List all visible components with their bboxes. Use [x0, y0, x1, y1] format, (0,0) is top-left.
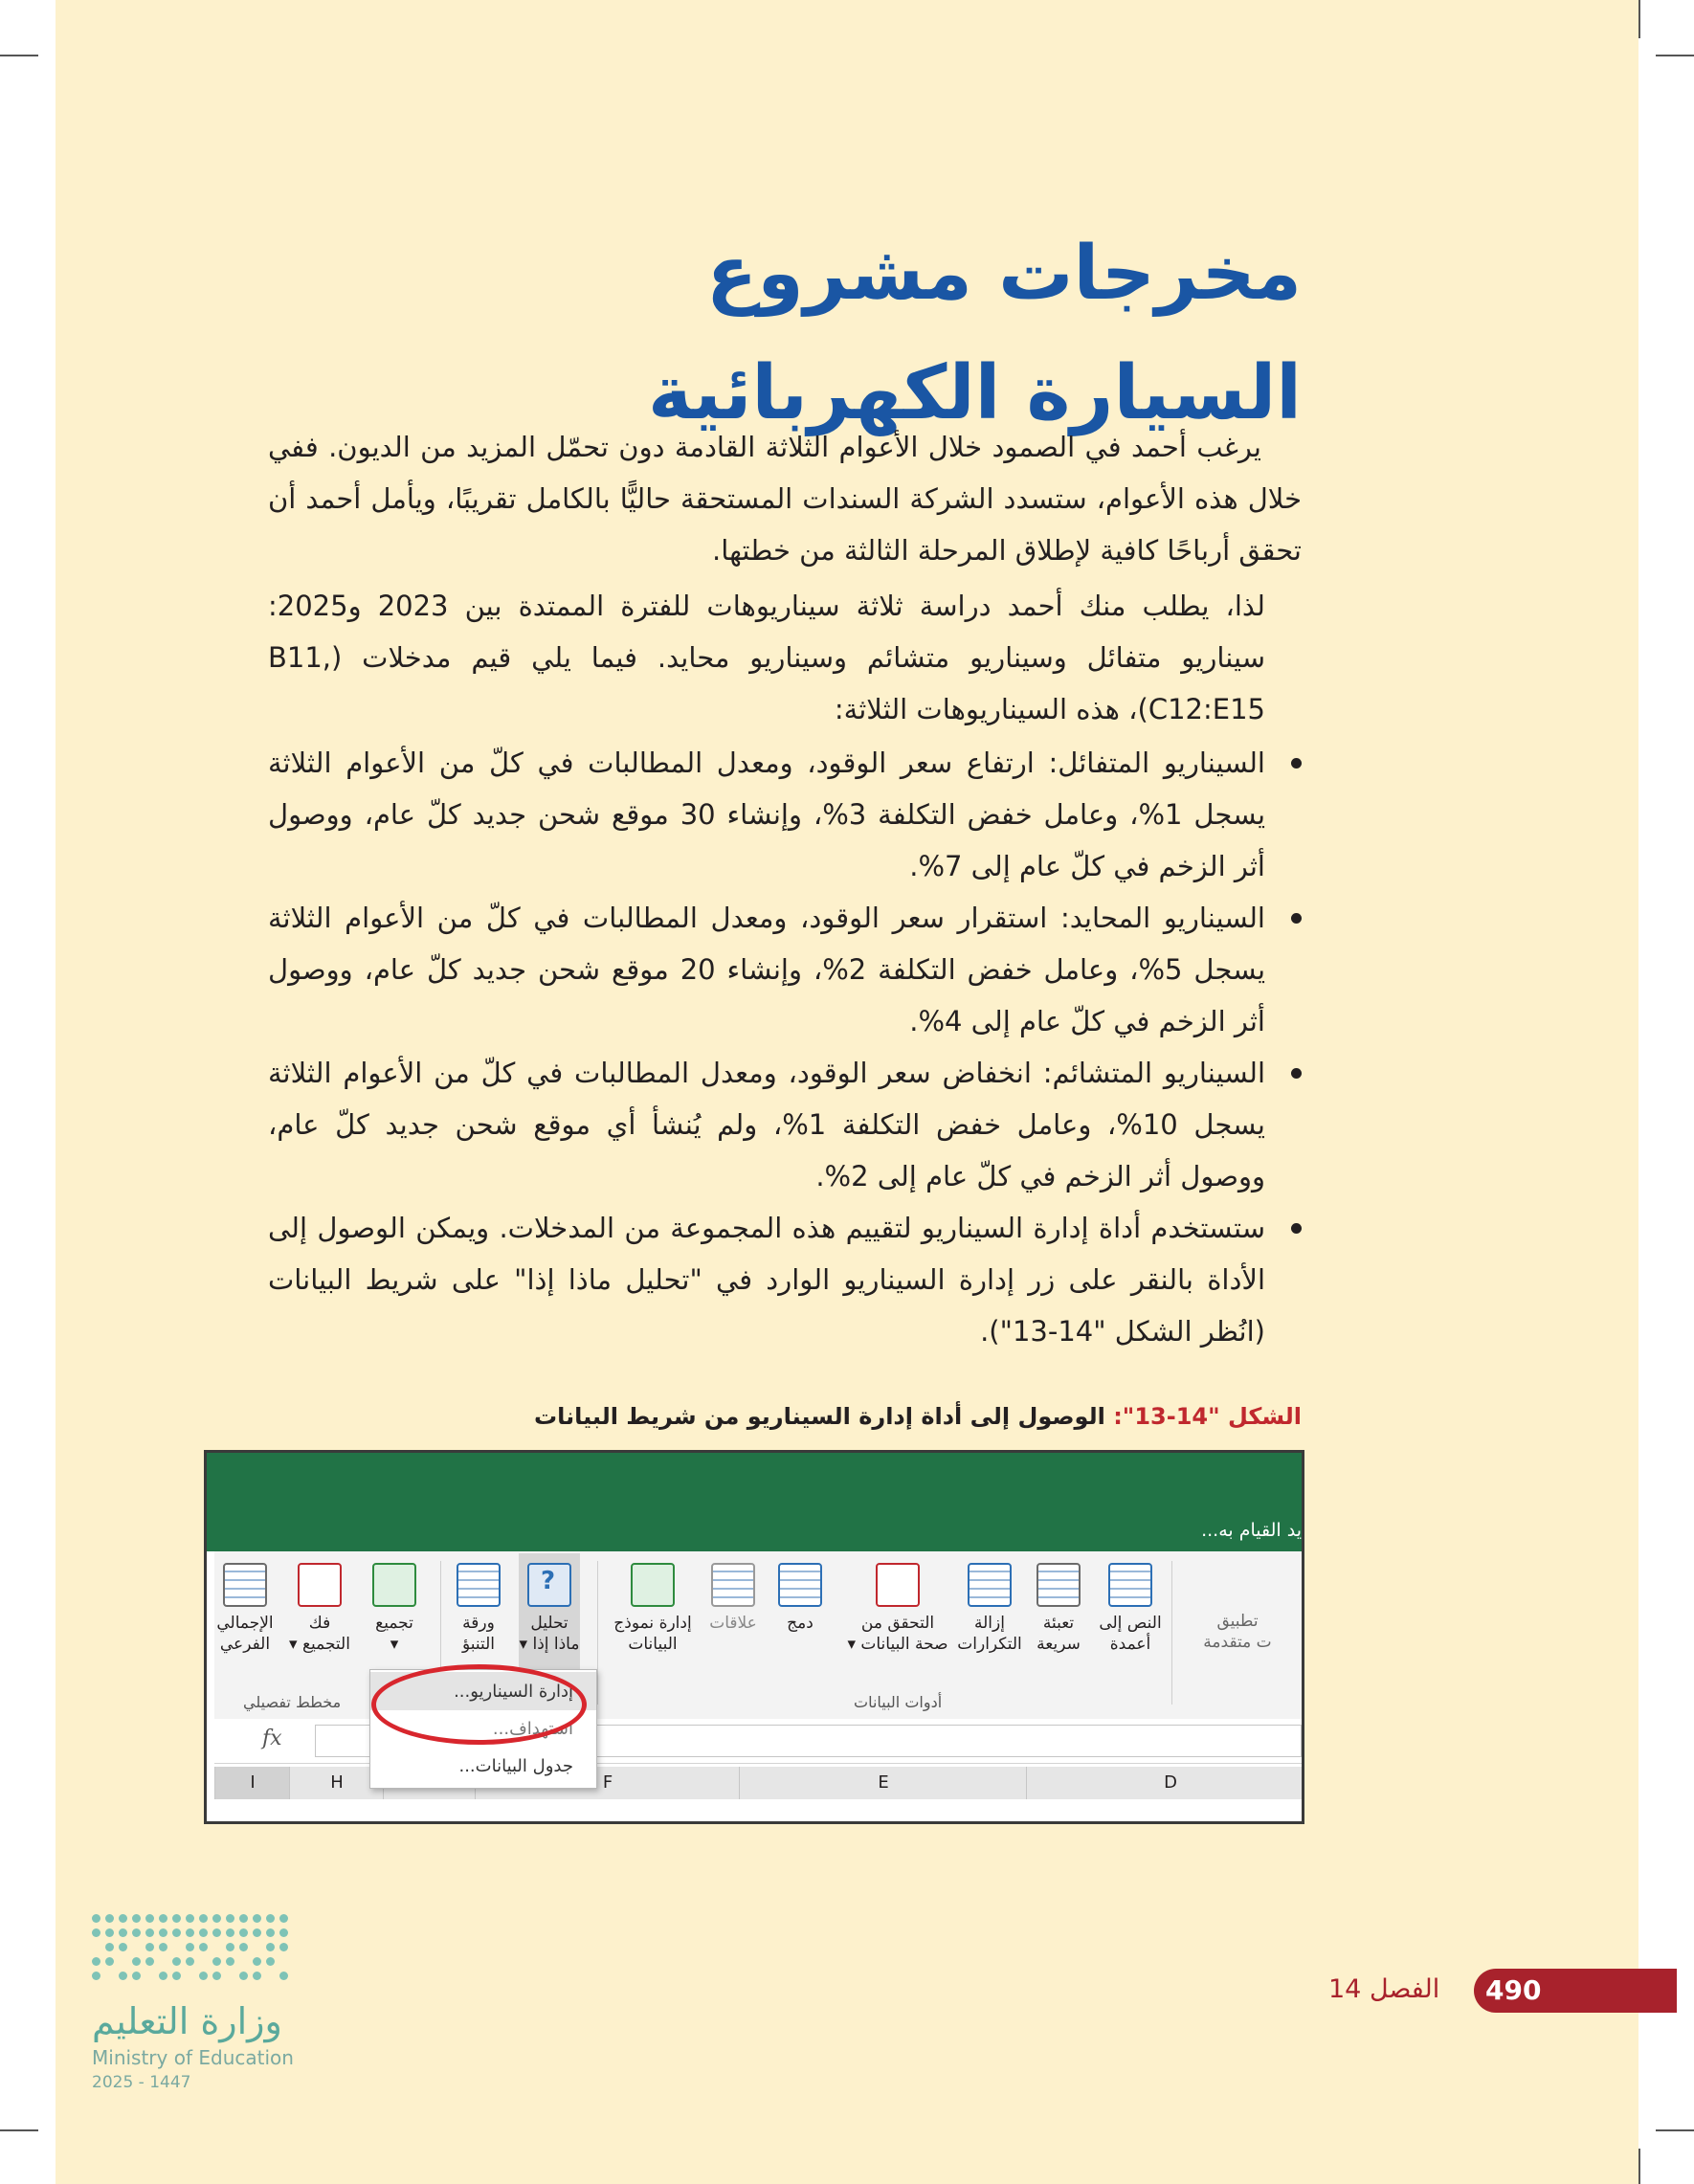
- bullet-icon: [1291, 1223, 1302, 1234]
- logo-dot: [92, 1957, 100, 1966]
- outline-group-label: مخطط تفصيلي: [243, 1693, 342, 1711]
- forecast-sheet-button[interactable]: ورقة التنبؤ: [448, 1563, 509, 1655]
- logo-dot: [253, 1928, 261, 1937]
- logo-dot: [279, 1928, 288, 1937]
- chapter-label: الفصل 14: [1328, 1974, 1440, 2004]
- crop-mark: [1638, 2149, 1640, 2184]
- text-to-columns-icon: [1108, 1563, 1152, 1607]
- scenario-list: [268, 737, 1302, 1357]
- flash-fill-button[interactable]: تعبئة سريعة: [1028, 1563, 1089, 1655]
- logo-dot: [92, 1914, 100, 1923]
- logo-dot: [226, 1943, 234, 1951]
- logo-dot: [145, 1928, 154, 1937]
- logo-dot: [279, 1914, 288, 1923]
- group-icon: [372, 1563, 416, 1607]
- goal-seek-menu-item[interactable]: استهداف...: [492, 1719, 573, 1739]
- logo-dot: [105, 1928, 114, 1937]
- logo-dot: [279, 1972, 288, 1980]
- logo-dot: [172, 1914, 181, 1923]
- ministry-name-ar: وزارة التعليم: [92, 2000, 282, 2042]
- flash-fill-icon: [1036, 1563, 1081, 1607]
- figure-caption-lead: الشكل "14-13":: [1113, 1403, 1302, 1430]
- logo-dot: [199, 1914, 208, 1923]
- scenario-manager-menu-item[interactable]: إدارة السيناريو...: [454, 1682, 573, 1702]
- page-title-line1: مخرجات مشروع: [705, 231, 1302, 318]
- ribbon-separator: [597, 1561, 598, 1705]
- excel-title-bar: [207, 1453, 1302, 1551]
- logo-dot: [132, 1928, 141, 1937]
- relationships-icon: [711, 1563, 755, 1607]
- crop-mark: [1656, 2129, 1694, 2131]
- logo-dot: [119, 1928, 127, 1937]
- logo-dot: [159, 1914, 167, 1923]
- request-paragraph: لذا، يطلب منك أحمد دراسة ثلاثة سيناريوهات للفترة الممتدة بين 2023 و2025: سيناريو متفائل وسيناريو متشائم وسيناريو محايد. فيما يلي قيم مدخلات (B11, C12:E15)، هذه السيناريوهات الثلاثة:: [268, 590, 1265, 725]
- logo-dot: [145, 1957, 154, 1966]
- data-tools-group-label: أدوات البيانات: [854, 1693, 943, 1711]
- ungroup-icon: [298, 1563, 342, 1607]
- logo-dot: [199, 1972, 208, 1980]
- logo-dot: [186, 1943, 194, 1951]
- logo-dot: [226, 1914, 234, 1923]
- logo-dot: [172, 1972, 181, 1980]
- logo-dot: [266, 1914, 275, 1923]
- logo-dot: [186, 1928, 194, 1937]
- logo-dot: [266, 1943, 275, 1951]
- logo-dot: [172, 1928, 181, 1937]
- logo-dot: [159, 1972, 167, 1980]
- logo-dot: [253, 1914, 261, 1923]
- ribbon-separator: [1171, 1561, 1172, 1705]
- logo-dot: [212, 1928, 221, 1937]
- logo-dot: [199, 1943, 208, 1951]
- logo-dot: [105, 1943, 114, 1951]
- logo-dot: [145, 1914, 154, 1923]
- logo-dot: [266, 1957, 275, 1966]
- column-header[interactable]: H: [289, 1767, 384, 1799]
- logo-dot: [159, 1928, 167, 1937]
- logo-dot: [159, 1943, 167, 1951]
- ministry-name-en: Ministry of Education: [92, 2046, 294, 2069]
- logo-dot: [239, 1928, 248, 1937]
- data-model-icon: [631, 1563, 675, 1607]
- logo-dot: [266, 1928, 275, 1937]
- crop-mark: [0, 2129, 38, 2131]
- consolidate-icon: [778, 1563, 822, 1607]
- logo-dot: [199, 1928, 208, 1937]
- column-header[interactable]: F: [475, 1767, 740, 1799]
- bullet-icon: [1291, 1068, 1302, 1079]
- list-item: السيناريو المتفائل: ارتفاع سعر الوقود، ومعدل المطالبات في كلّ من الأعوام الثلاثة يسجل 1%، وعامل خفض التكلفة 3%، وإنشاء 30 موقع شحن جديد كلّ عام، ووصول أثر الزخم في كلّ عام إلى 7%.: [268, 737, 1302, 892]
- logo-dot: [186, 1957, 194, 1966]
- logo-dot: [105, 1957, 114, 1966]
- logo-dot: [279, 1943, 288, 1951]
- list-item: السيناريو المتشائم: انخفاض سعر الوقود، ومعدل المطالبات في كلّ من الأعوام الثلاثة يسجل 10%، وعامل خفض التكلفة 1%، ولم يُنشأ أي موقع شحن جديد كلّ عام، ووصول أثر الزخم في كلّ عام إلى 2%.: [268, 1047, 1302, 1202]
- logo-dot: [239, 1914, 248, 1923]
- highlight-circle: [371, 1664, 587, 1745]
- column-header[interactable]: E: [739, 1767, 1027, 1799]
- function-icon[interactable]: fx: [262, 1727, 282, 1750]
- column-header[interactable]: D: [1026, 1767, 1304, 1799]
- relationships-button[interactable]: علاقات: [702, 1563, 764, 1634]
- crop-mark: [1638, 0, 1640, 38]
- text-to-columns-button[interactable]: النص إلى أعمدة: [1097, 1563, 1164, 1655]
- figure-caption-text: الوصول إلى أداة إدارة السيناريو من شريط البيانات: [533, 1403, 1105, 1430]
- logo-dot: [119, 1914, 127, 1923]
- consolidate-button[interactable]: دمج: [769, 1563, 831, 1634]
- column-header[interactable]: I: [214, 1767, 290, 1802]
- figure-caption: [534, 1403, 1302, 1430]
- page-number: 490: [1485, 1974, 1542, 2006]
- logo-dot: [212, 1957, 221, 1966]
- academic-year: 2025 - 1447: [92, 2073, 191, 2092]
- tell-me-box[interactable]: يد القيام به...: [1201, 1520, 1302, 1541]
- excel-screenshot: [204, 1450, 1304, 1824]
- logo-dot: [239, 1972, 248, 1980]
- logo-dot: [253, 1957, 261, 1966]
- logo-dot: [92, 1928, 100, 1937]
- intro-paragraph: يرغب أحمد في الصمود خلال الأعوام الثلاثة القادمة دون تحمّل المزيد من الديون. ففي خلال هذه الأعوام، ستسدد الشركة السندات المستحقة حاليًّا بالكامل تقريبًا، ويأمل أحمد أن تحقق أرباحًا كافية لإطلاق المرحلة الثالثة من خطتها.: [268, 431, 1302, 567]
- data-validation-icon: [876, 1563, 920, 1607]
- logo-dot: [145, 1943, 154, 1951]
- logo-dot: [132, 1957, 141, 1966]
- logo-dot: [212, 1972, 221, 1980]
- logo-dot: [186, 1914, 194, 1923]
- logo-dot: [132, 1914, 141, 1923]
- crop-mark: [1656, 55, 1694, 56]
- list-item: السيناريو المحايد: استقرار سعر الوقود، ومعدل المطالبات في كلّ من الأعوام الثلاثة يسجل 5%، وعامل خفض التكلفة 2%، وإنشاء 20 موقع شحن جديد كلّ عام، ووصول أثر الزخم في كلّ عام إلى 4%.: [268, 892, 1302, 1047]
- what-if-icon: [527, 1563, 571, 1607]
- worksheet-grid[interactable]: [214, 1799, 1302, 1821]
- logo-dot: [132, 1972, 141, 1980]
- logo-dot: [119, 1943, 127, 1951]
- logo-dot: [92, 1972, 100, 1980]
- data-model-button[interactable]: إدارة نموذج البيانات: [607, 1563, 699, 1655]
- ungroup-button[interactable]: فك التجميع ▾: [289, 1563, 350, 1655]
- page-title-line2: السيارة الكهربائية: [647, 350, 1302, 437]
- remove-duplicates-button[interactable]: إزالة التكرارات: [953, 1563, 1026, 1655]
- subtotal-button[interactable]: الإجمالي الفرعي: [214, 1563, 276, 1655]
- logo-dot: [226, 1957, 234, 1966]
- bullet-icon: [1291, 758, 1302, 769]
- logo-dot: [172, 1957, 181, 1966]
- bullet-icon: [1291, 913, 1302, 924]
- list-item: ستستخدم أداة إدارة السيناريو لتقييم هذه المجموعة من المدخلات. ويمكن الوصول إلى الأداة بالنقر على زر إدارة السيناريو الوارد في "تحليل ماذا إذا" على شريط البيانات (انُظر الشكل "14-13").: [268, 1202, 1302, 1357]
- group-button[interactable]: تجميع ▾: [364, 1563, 425, 1655]
- data-validation-button[interactable]: التحقق من صحة البيانات ▾: [840, 1563, 955, 1655]
- logo-dot: [239, 1943, 248, 1951]
- ministry-logo-icon: [92, 1914, 304, 1991]
- crop-mark: [0, 55, 38, 56]
- logo-dot: [253, 1972, 261, 1980]
- logo-dot: [226, 1928, 234, 1937]
- logo-dot: [212, 1914, 221, 1923]
- logo-dot: [105, 1914, 114, 1923]
- advanced-filter-button[interactable]: تطبيق ت متقدمة: [1203, 1612, 1272, 1652]
- logo-dot: [119, 1972, 127, 1980]
- what-if-analysis-button[interactable]: ? تحليل ماذا إذا ▾: [519, 1553, 580, 1678]
- body-text: [268, 421, 1302, 1357]
- data-table-menu-item[interactable]: جدول البيانات...: [458, 1756, 573, 1776]
- remove-duplicates-icon: [968, 1563, 1012, 1607]
- subtotal-icon: [223, 1563, 267, 1607]
- forecast-chart-icon: [457, 1563, 501, 1607]
